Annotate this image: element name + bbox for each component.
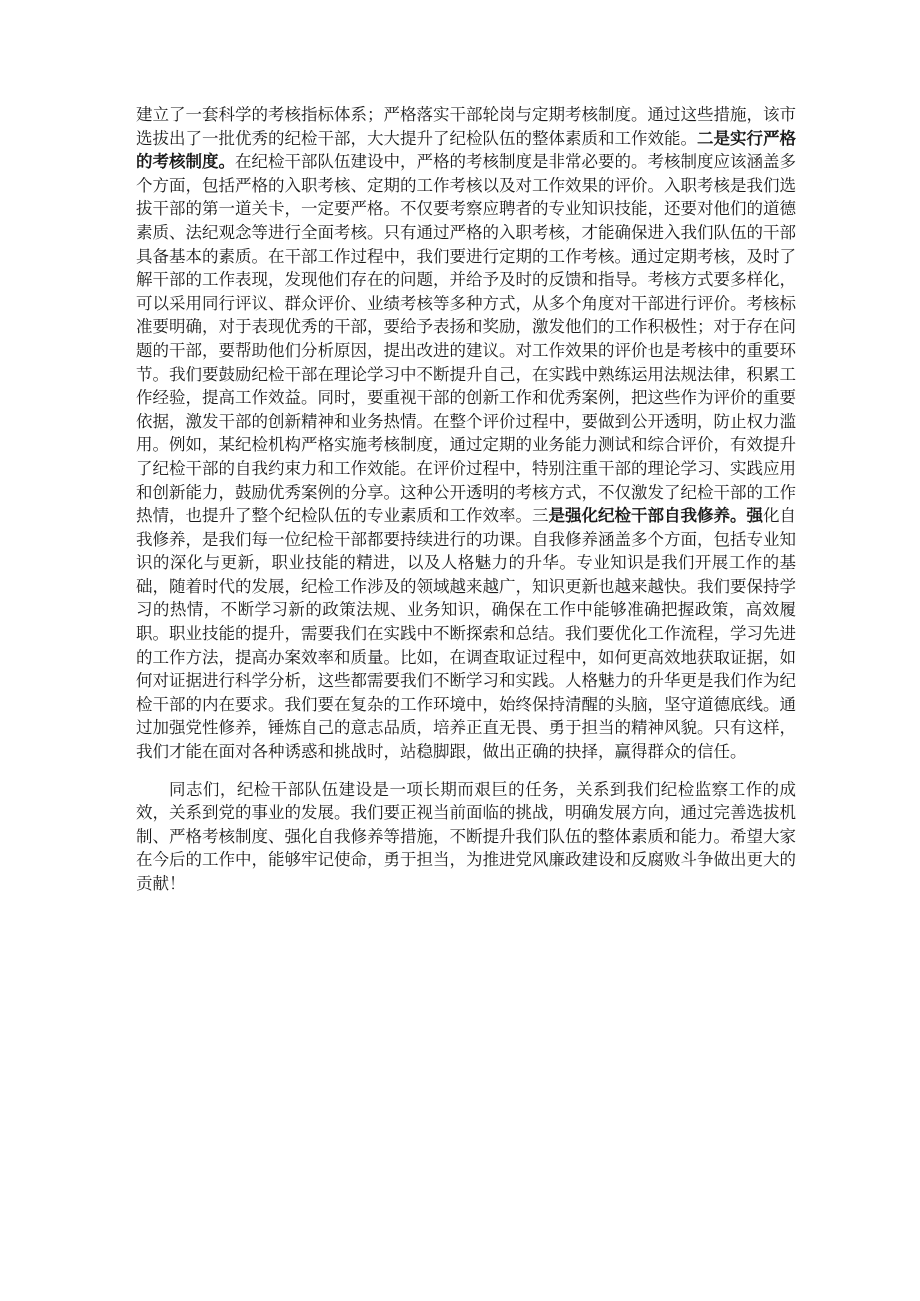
paragraph-1-text-1: 建立了一套科学的考核指标体系；严格落实干部轮岗与定期考核制度。通过这些措施，该市选拔出了一批优秀的纪检干部，大大提升了纪检队伍的整体素质和工作效能。 (136, 105, 796, 148)
body-paragraph-2: 同志们，纪检干部队伍建设是一项长期而艰巨的任务，关系到我们纪检监察工作的成效，关系到党的事业的发展。我们要正视当前面临的挑战，明确发展方向，通过完善选拔机制、严格考核制度、强化自我修养等措施，不断提升我们队伍的整体素质和能力。希望大家在今后的工作中，能够牢记使命，勇于担当，为推进党风廉政建设和反腐败斗争做出更大的贡献！ (136, 779, 796, 893)
paragraph-1-text-2: 在纪检干部队伍建设中，严格的考核制度是非常必要的。考核制度应该涵盖多个方面，包括严格的入职考核、定期的工作考核以及对工作效果的评价。入职考核是我们选拔干部的第一道关卡，一定要严格。不仅要考察应聘者的专业知识技能，还要对他们的道德素质、法纪观念等进行全面考核。只有通过严格的入职考核，才能确保进入我们队伍的干部具备基本的素质。在干部工作过程中，我们要进行定期的工作考核。通过定期考核，及时了解干部的工作表现，发现他们存在的问题，并给予及时的反馈和指导。考核方式要多样化，可以采用同行评议、群众评价、业绩考核等多种方式，从多个角度对干部进行评价。考核标准要明确，对于表现优秀的干部，要给予表扬和奖励，激发他们的工作积极性；对于存在问题的干部，要帮助他们分析原因，提出改进的建议。对工作效果的评价也是考核中的重要环节。我们要鼓励纪检干部在理论学习中不断提升自己，在实践中熟练运用法规法律，积累工作经验，提高工作效益。同时，要重视干部的创新工作和优秀案例，把这些作为评价的重要依据，激发干部的创新精神和业务热情。在整个评价过程中，要做到公开透明，防止权力滥用。例如，某纪检机构严格实施考核制度，通过定期的业务能力测试和综合评价，有效提升了纪检干部的自我约束力和工作效能。在评价过程中，特别注重干部的理论学习、实践应用和创新能力，鼓励优秀案例的分享。这种公开透明的考核方式，不仅激发了纪检干部的工作热情，也提升了整个纪检队伍的专业素质和工作效率。三 (136, 152, 796, 526)
section-heading-3: 是强化纪检干部自我修养。强 (548, 506, 763, 526)
body-paragraph-1 (136, 103, 796, 764)
document-page (136, 103, 796, 896)
paragraph-1-text-3: 化自我修养，是我们每一位纪检干部都要持续进行的功课。自我修养涵盖多个方面，包括专业知识的深化与更新，职业技能的精进，以及人格魅力的升华。专业知识是我们开展工作的基础，随着时代的发展，纪检工作涉及的领域越来越广，知识更新也越来越快。我们要保持学习的热情，不断学习新的政策法规、业务知识，确保在工作中能够准确把握政策，高效履职。职业技能的提升，需要我们在实践中不断探索和总结。我们要优化工作流程，学习先进的工作方法，提高办案效率和质量。比如，在调查取证过程中，如何更高效地获取证据，如何对证据进行科学分析，这些都需要我们不断学习和实践。人格魅力的升华更是我们作为纪检干部的内在要求。我们要在复杂的工作环境中，始终保持清醒的头脑，坚守道德底线。通过加强党性修养，锤炼自己的意志品质，培养正直无畏、勇于担当的精神风貌。只有这样，我们才能在面对各种诱惑和挑战时，站稳脚跟，做出正确的抉择，赢得群众的信任。 (136, 506, 796, 762)
section-heading-2: 二是实行严格的考核制度。 (136, 128, 796, 172)
